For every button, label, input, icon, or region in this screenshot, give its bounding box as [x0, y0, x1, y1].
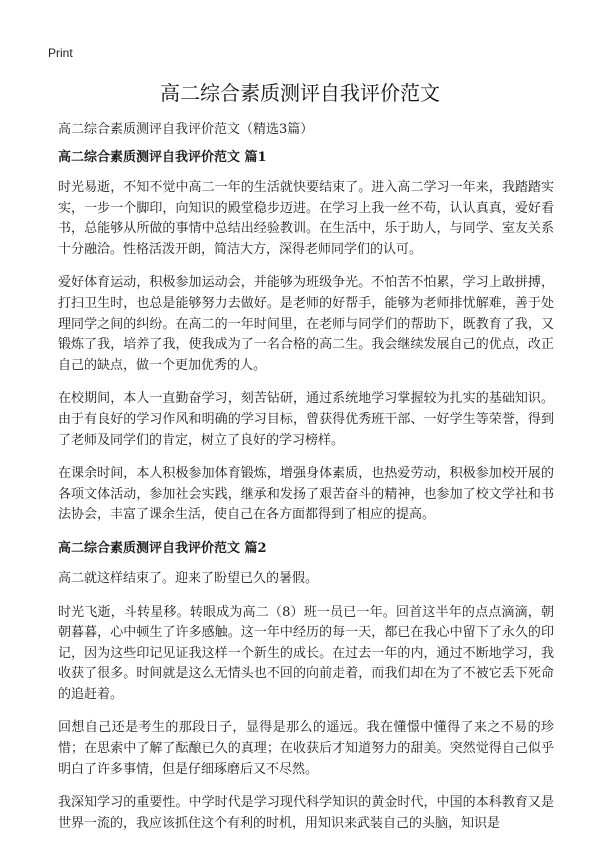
- article-body: [58, 148, 554, 847]
- paragraph: 在校期间，本人一直勤奋学习，刻苦钻研，通过系统地学习掌握较为扎实的基础知识。由于有良好的学习作风和明确的学习目标，曾获得优秀班干部、一好学生等荣誉，得到了老师及同学们的肯定，树立了良好的学习榜样。: [58, 391, 554, 448]
- section-heading-1: 高二综合素质测评自我评价范文 篇1: [58, 150, 267, 165]
- paragraph: 时光易逝，不知不觉中高二一年的生活就快要结束了。进入高二学习一年来，我踏踏实实，一步一个脚印，向知识的殿堂稳步迈进。在学习上我一丝不苟，认认真真，爱好看书，总能够从所做的事情中总结出经验教训。在生活中，乐于助人，与同学、室友关系十分融洽。性格活泼开朗，简洁大方，深得老师同学们的认可。: [58, 180, 554, 257]
- paragraph: 我深知学习的重要性。中学时代是学习现代科学知识的黄金时代，中国的本科教育又是世界一流的，我应该抓住这个有利的时机，用知识来武装自己的头脑，知识是: [58, 795, 554, 831]
- paragraph: 时光飞逝，斗转星移。转眼成为高二（8）班一员已一年。回首这半年的点点滴滴，朝朝暮暮，心中顿生了许多感触。这一年中经历的每一天，都已在我心中留下了永久的印记，因为这些印记见证我这样一个新生的成长。在过去一年的内，通过不断地学习，我收获了很多。时间就是这么无情头也不回的向前走着，而我们却在为了不被它丢下死命的追赶着。: [58, 604, 554, 702]
- paragraph: 在课余时间，本人积极参加体育锻炼，增强身体素质，也热爱劳动，积极参加校开展的各项文体活动，参加社会实践，继承和发扬了艰苦奋斗的精神，也参加了校文学社和书法协会，丰富了课余生活，使自己在各方面都得到了相应的提高。: [58, 466, 554, 523]
- print-link[interactable]: Print: [48, 46, 73, 60]
- section-heading-2: 高二综合素质测评自我评价范文 篇2: [58, 540, 267, 556]
- paragraph: 回想自己还是考生的那段日子，显得是那么的遥远。我在懂憬中懂得了来之不易的珍惜；在思索中了解了酝酿已久的真理；在收获后才知道努力的甜美。突然觉得自己似乎明白了许多事情，但是仔细琢磨后又不尽然。: [58, 720, 554, 777]
- page-title: 高二综合素质测评自我评价范文: [160, 81, 440, 105]
- document-subtitle: 高二综合素质测评自我评价范文（精选3篇）: [58, 122, 314, 137]
- paragraph: 高二就这样结束了。迎来了盼望已久的暑假。: [58, 570, 319, 586]
- paragraph: 爱好体育运动，积极参加运动会，并能够为班级争光。不怕苦不怕累，学习上敢拼搏，打扫卫生时，也总是能够努力去做好。是老师的好帮手，能够为老师排忧解难，善于处理同学之间的纠纷。在高二的一年时间里，在老师与同学们的帮助下，既教育了我，又锻炼了我，培养了我，使我成为了一名合格的高二生。我会继续发展自己的优点，改正自己的缺点，做一个更加优秀的人。: [58, 275, 554, 373]
